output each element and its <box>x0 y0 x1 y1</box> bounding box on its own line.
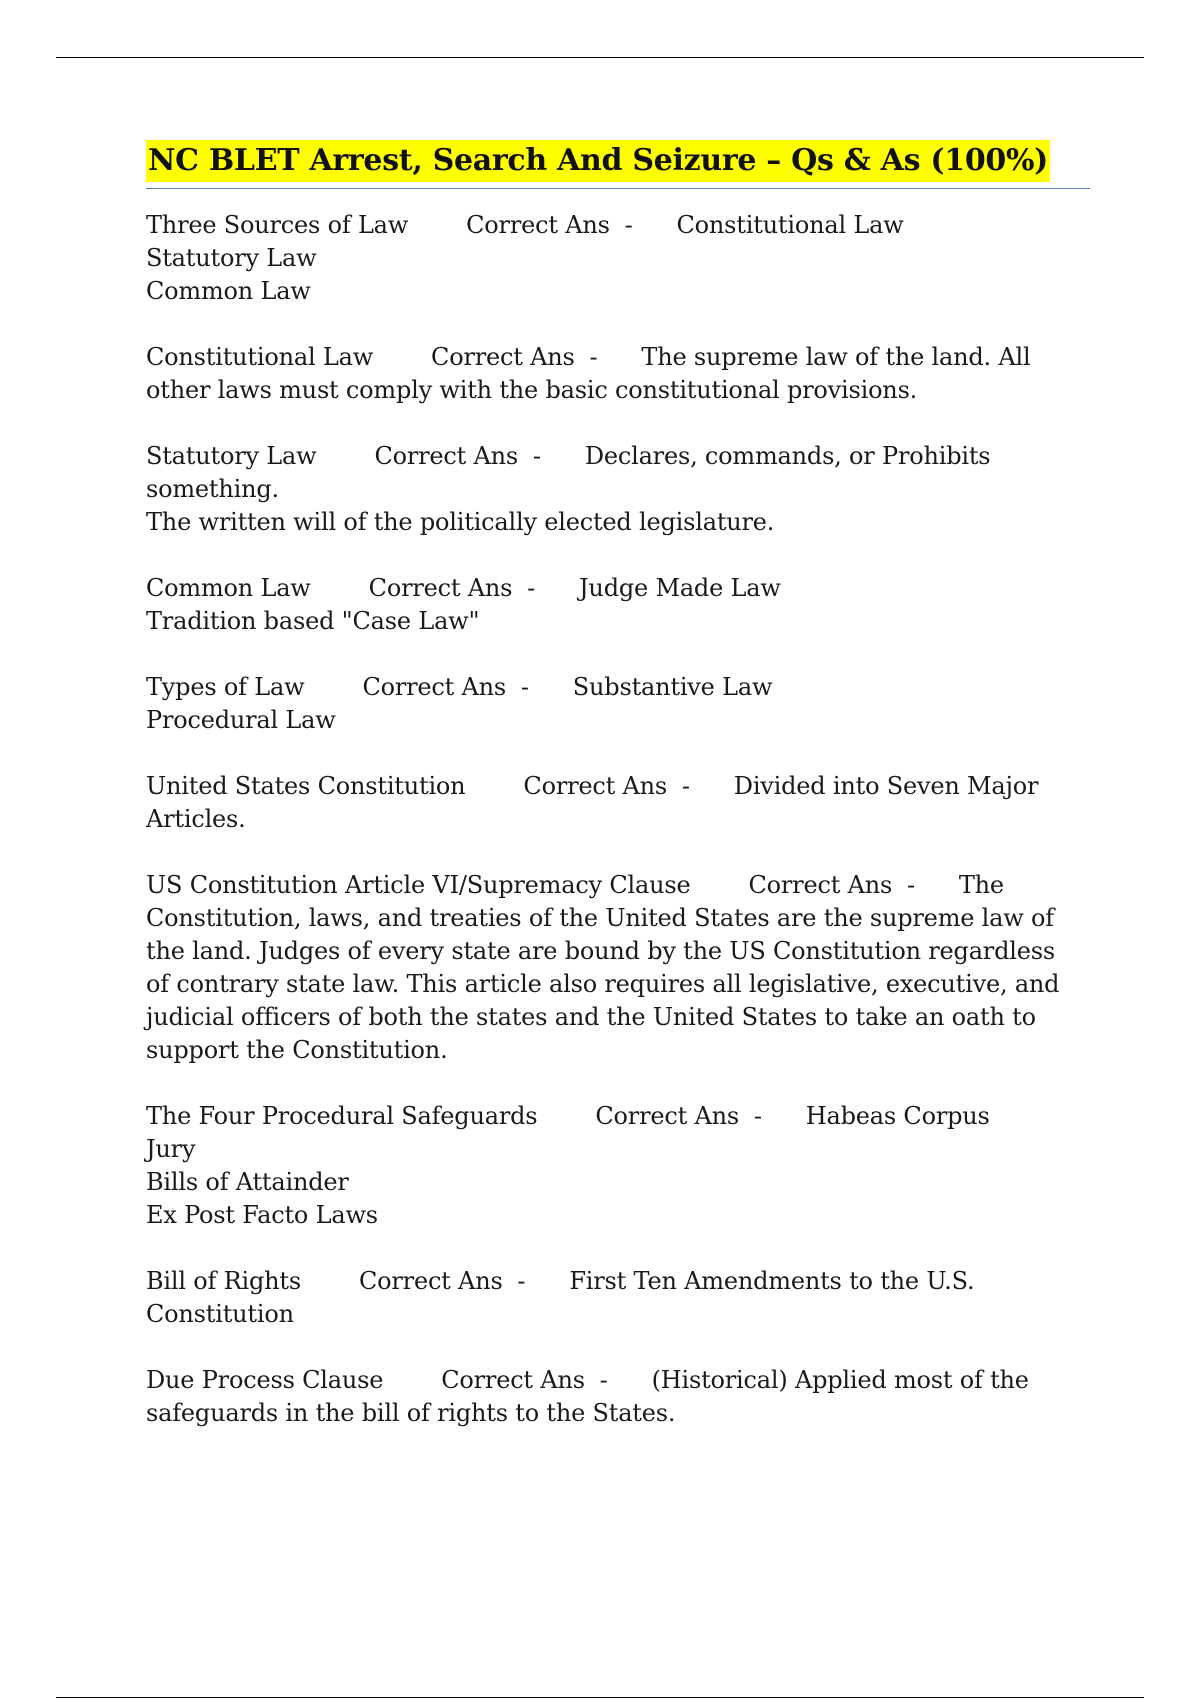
qa-first-line <box>146 572 1090 605</box>
correct-answer-label: Correct Ans - <box>523 772 690 800</box>
qa-first-line <box>146 209 1090 242</box>
title-block <box>146 140 1090 189</box>
qa-entry <box>146 1364 1090 1430</box>
footer-rule <box>56 1697 1144 1698</box>
correct-answer-label: Correct Ans - <box>431 343 598 371</box>
qa-answer-line: something. <box>146 475 279 503</box>
qa-answer-line: Statutory Law <box>146 244 317 272</box>
correct-answer-label: Correct Ans - <box>368 574 536 602</box>
qa-term: Three Sources of Law <box>146 211 409 239</box>
qa-first-line <box>146 869 1090 902</box>
qa-answer: Habeas Corpus <box>805 1102 990 1130</box>
qa-answer-line: Procedural Law <box>146 706 336 734</box>
document-title: NC BLET Arrest, Search And Seizure – Qs & As (100%) <box>146 140 1050 182</box>
qa-answer: Judge Made Law <box>579 574 781 602</box>
qa-entry <box>146 869 1090 1067</box>
qa-answer: Divided into Seven Major <box>733 772 1039 800</box>
qa-answer-line: Constitution <box>146 1300 294 1328</box>
qa-answer-line: support the Constitution. <box>146 1036 448 1064</box>
qa-term: United States Constitution <box>146 772 466 800</box>
qa-answer-line: Ex Post Facto Laws <box>146 1201 378 1229</box>
qa-answer-line: Tradition based "Case Law" <box>146 607 480 635</box>
qa-term: The Four Procedural Safeguards <box>146 1102 538 1130</box>
qa-first-line <box>146 1364 1090 1397</box>
qa-answer-line: safeguards in the bill of rights to the States. <box>146 1399 676 1427</box>
correct-answer-label: Correct Ans - <box>374 442 541 470</box>
qa-first-line <box>146 440 1090 473</box>
qa-entry <box>146 1100 1090 1232</box>
qa-entry <box>146 770 1090 836</box>
qa-term: Types of Law <box>146 673 305 701</box>
qa-answer: Substantive Law <box>572 673 773 701</box>
qa-answer-line: of contrary state law. This article also requires all legislative, executive, and <box>146 970 1060 998</box>
qa-answer: Constitutional Law <box>676 211 904 239</box>
qa-term: Constitutional Law <box>146 343 374 371</box>
qa-entry <box>146 1265 1090 1331</box>
correct-answer-label: Correct Ans - <box>748 871 915 899</box>
document-body <box>146 140 1090 1463</box>
qa-term: Bill of Rights <box>146 1267 301 1295</box>
qa-answer-line: Jury <box>146 1135 196 1163</box>
qa-answer-line: other laws must comply with the basic constitutional provisions. <box>146 376 918 404</box>
qa-term: Common Law <box>146 574 311 602</box>
qa-first-line <box>146 671 1090 704</box>
qa-answer: Declares, commands, or Prohibits <box>584 442 991 470</box>
qa-first-line <box>146 770 1090 803</box>
qa-answer: (Historical) Applied most of the <box>651 1366 1029 1394</box>
qa-answer: The <box>958 871 1004 899</box>
qa-answer-line: Bills of Attainder <box>146 1168 349 1196</box>
qa-term: US Constitution Article VI/Supremacy Clause <box>146 871 691 899</box>
qa-entry <box>146 209 1090 308</box>
qa-first-line <box>146 1100 1090 1133</box>
qa-first-line <box>146 341 1090 374</box>
qa-answer-line: judicial officers of both the states and the United States to take an oath to <box>146 1003 1036 1031</box>
correct-answer-label: Correct Ans - <box>358 1267 526 1295</box>
qa-entry <box>146 341 1090 407</box>
qa-answer-line: Articles. <box>146 805 246 833</box>
header-rule <box>56 57 1144 58</box>
qa-answer-line: the land. Judges of every state are bound by the US Constitution regardless <box>146 937 1055 965</box>
correct-answer-label: Correct Ans - <box>441 1366 608 1394</box>
qa-answer: First Ten Amendments to the U.S. <box>569 1267 975 1295</box>
qa-term: Statutory Law <box>146 442 317 470</box>
correct-answer-label: Correct Ans - <box>595 1102 762 1130</box>
qa-entry <box>146 572 1090 638</box>
correct-answer-label: Correct Ans - <box>362 673 529 701</box>
qa-answer-line: The written will of the politically elected legislature. <box>146 508 775 536</box>
qa-first-line <box>146 1265 1090 1298</box>
qa-entry <box>146 671 1090 737</box>
qa-answer: The supreme law of the land. All <box>641 343 1031 371</box>
correct-answer-label: Correct Ans - <box>466 211 633 239</box>
qa-term: Due Process Clause <box>146 1366 384 1394</box>
qa-answer-line: Common Law <box>146 277 311 305</box>
qa-list <box>146 209 1090 1430</box>
qa-entry <box>146 440 1090 539</box>
qa-answer-line: Constitution, laws, and treaties of the United States are the supreme law of <box>146 904 1054 932</box>
